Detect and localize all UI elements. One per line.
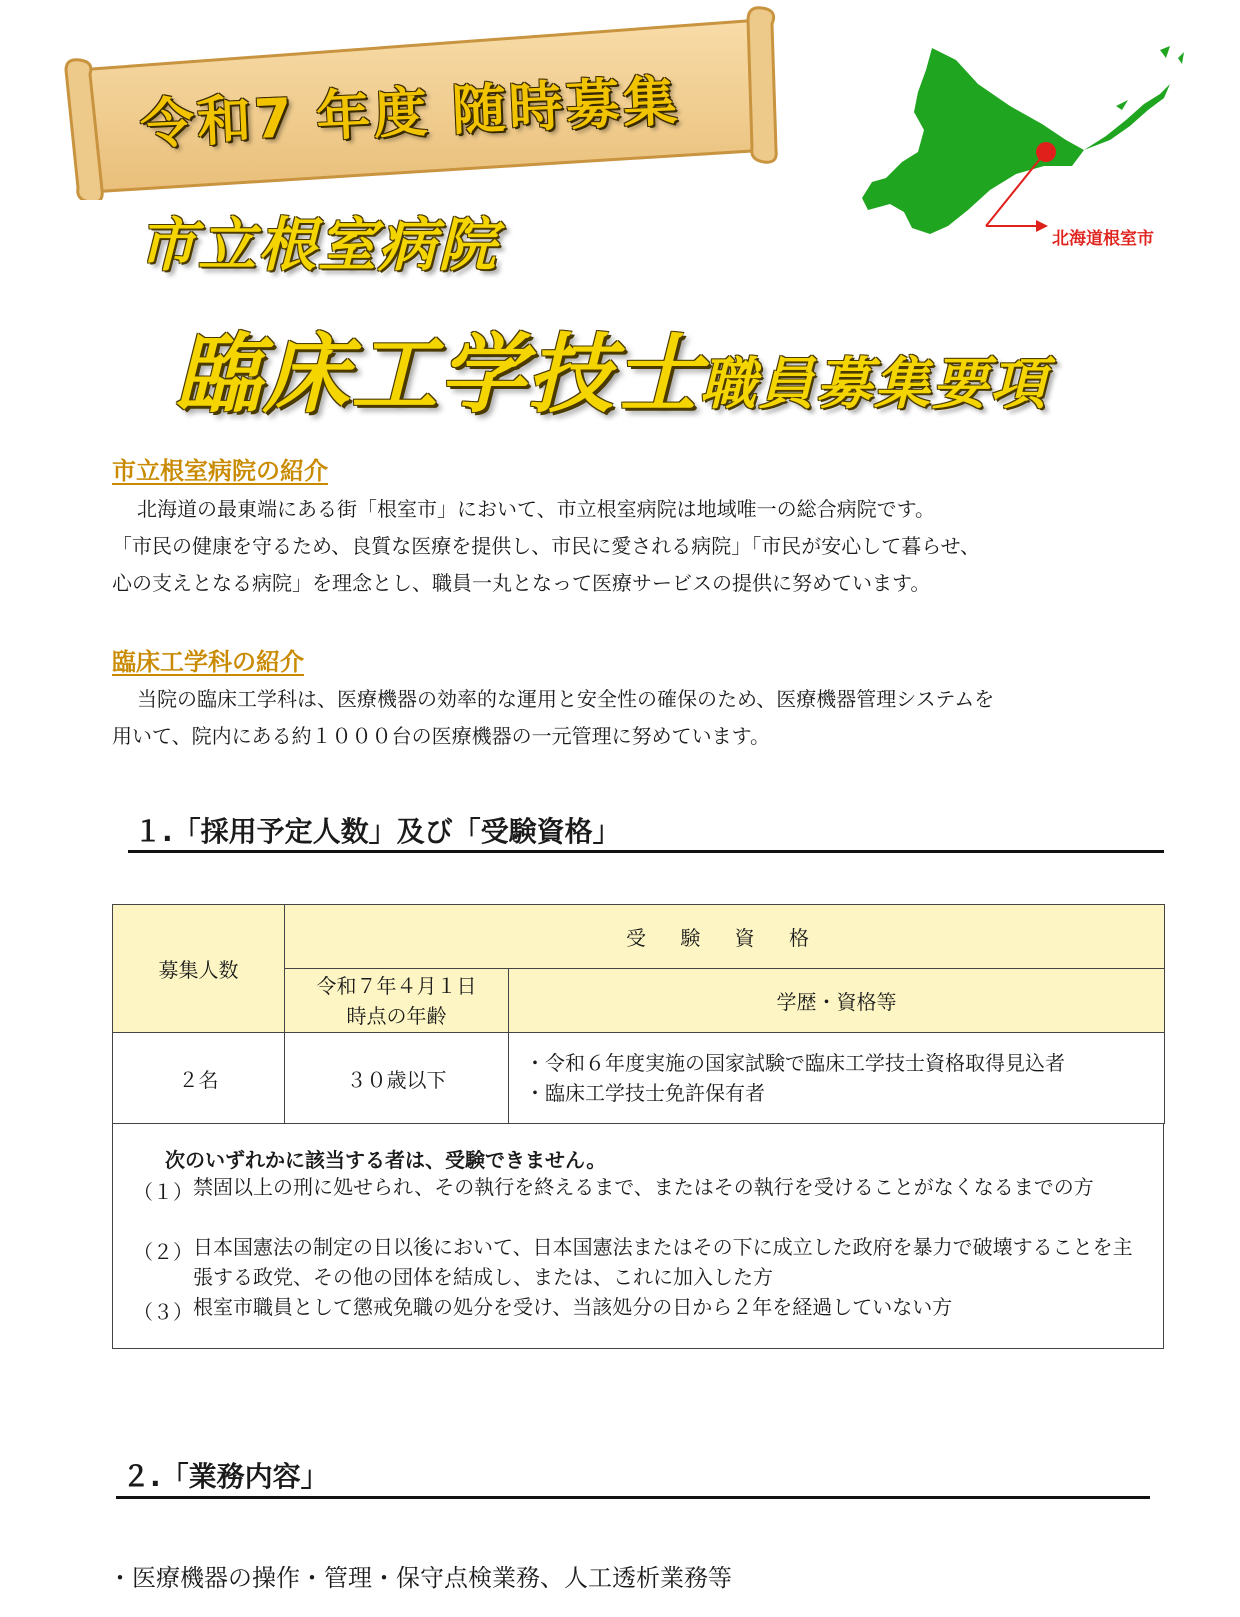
section1-rule xyxy=(128,850,1164,853)
count-header: 募集人数 xyxy=(113,905,285,1033)
hospital-intro-heading: 市立根室病院の紹介 xyxy=(112,457,328,485)
hospital-name: 市立根室病院 xyxy=(138,211,499,279)
intro-line: 「市民の健康を守るため、良質な医療を提供し、市民に愛される病院」「市民が安心して暮らせ、 xyxy=(112,534,980,558)
note-text: 禁固以上の刑に処せられ、その執行を終えるまで、またはその執行を受けることがなくなるまでの方 xyxy=(193,1175,1094,1199)
note-text: 日本国憲法の制定の日以後において、日本国憲法またはその下に成立した政府を暴力で破壊することを主張する政党、その他の団体を結成し、または、これに加入した方 xyxy=(193,1235,1133,1289)
edu-header: 学歴・資格等 xyxy=(509,969,1165,1033)
hospital-intro-text xyxy=(112,491,980,602)
note-mark: （２） xyxy=(133,1240,193,1264)
section1-heading: １.「採用予定人数」及び「受験資格」 xyxy=(134,815,621,848)
job-subtitle: 職員募集要項 xyxy=(700,352,1048,417)
requirement-item: ・臨床工学技士免許保有者 xyxy=(525,1081,765,1105)
requirement-item: ・令和６年度実施の国家試験で臨床工学技士資格取得見込者 xyxy=(525,1051,1065,1075)
dept-intro-heading: 臨床工学科の紹介 xyxy=(112,648,304,676)
intro-line: 心の支えとなる病院」を理念とし、職員一丸となって医療サービスの提供に努めています。 xyxy=(112,571,931,595)
qualification-header: 受 験 資 格 xyxy=(285,905,1165,969)
intro-line: 当院の臨床工学科は、医療機器の効率的な運用と安全性の確保のため、医療機器管理システムを xyxy=(137,687,995,711)
map-label: 北海道根室市 xyxy=(1052,229,1154,249)
requirements-table xyxy=(112,904,1165,1124)
duty-item: ・医療機器の操作・管理・保守点検業務、人工透析業務等 xyxy=(108,1564,732,1592)
dept-intro-text xyxy=(112,681,994,755)
hokkaido-map xyxy=(860,40,1230,260)
job-title: 臨床工学技士 xyxy=(175,325,703,425)
notes-lead: 次のいずれかに該当する者は、受験できません。 xyxy=(165,1148,607,1172)
note-mark: （３） xyxy=(133,1300,193,1324)
age-value: ３０歳以下 xyxy=(285,1033,509,1124)
section2-heading: ２.「業務内容」 xyxy=(122,1460,329,1493)
age-header xyxy=(285,969,509,1033)
requirements-cell xyxy=(509,1033,1165,1124)
intro-line: 用いて、院内にある約１０００台の医療機器の一元管理に努めています。 xyxy=(112,724,770,748)
count-value: ２名 xyxy=(113,1033,285,1124)
intro-line: 北海道の最東端にある街「根室市」において、市立根室病院は地域唯一の総合病院です。 xyxy=(137,497,935,521)
age-header-line: 令和７年４月１日 xyxy=(316,973,477,998)
age-header-line: 時点の年齢 xyxy=(346,1003,447,1028)
note-mark: （１） xyxy=(133,1180,193,1204)
banner-text: 令和7 年度 随時募集 xyxy=(138,69,682,156)
section2-rule xyxy=(116,1496,1150,1499)
disqualification-notes xyxy=(112,1123,1164,1349)
note-text: 根室市職員として懲戒免職の処分を受け、当該処分の日から２年を経過していない方 xyxy=(193,1295,953,1319)
kuril-islands xyxy=(1084,84,1170,150)
hokkaido-landmass xyxy=(862,48,1084,234)
